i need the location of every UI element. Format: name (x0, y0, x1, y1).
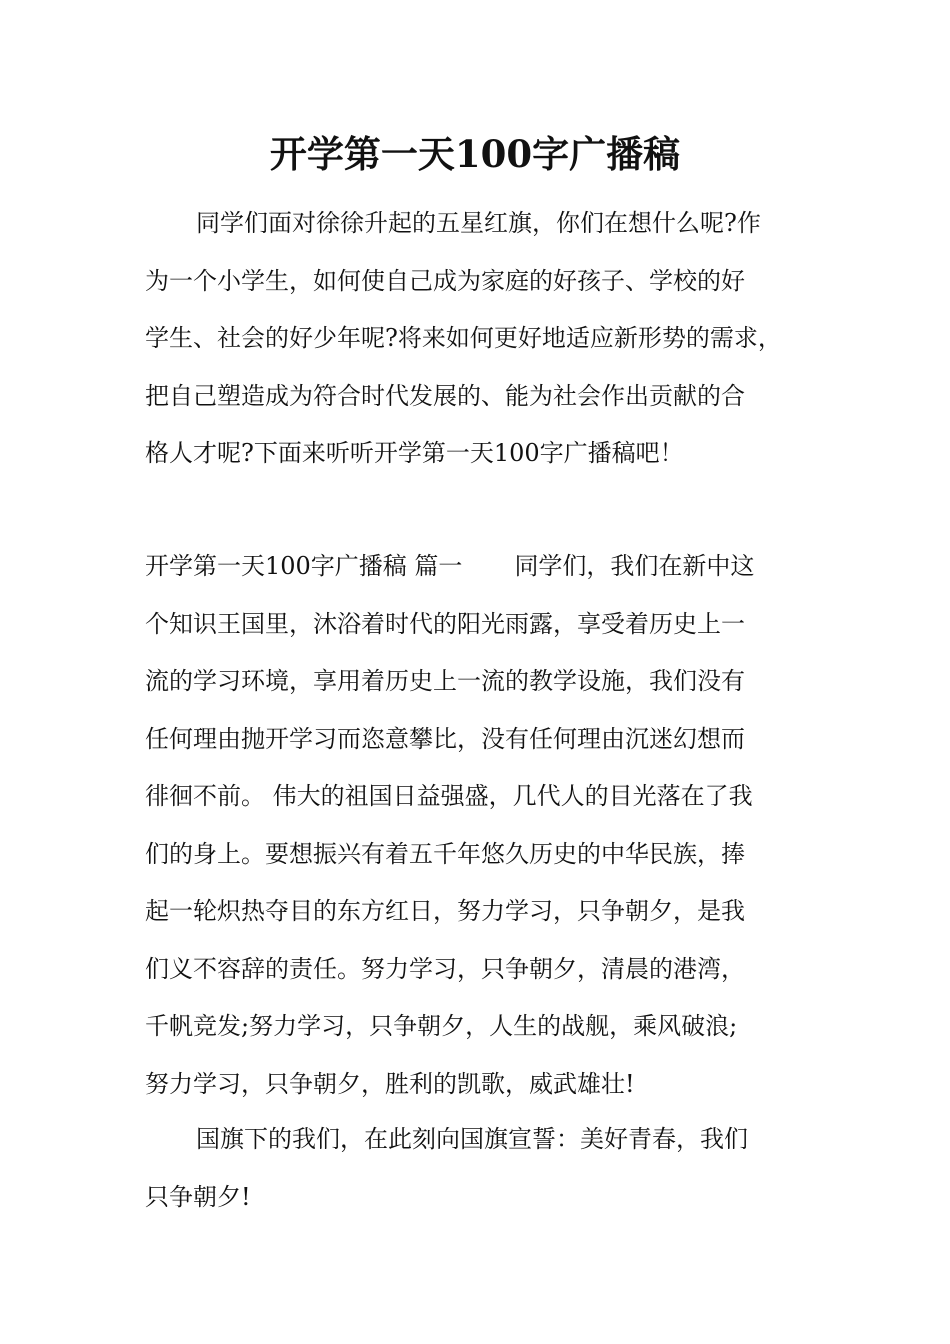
paragraph-line: 流的学习环境，享用着历史上一流的教学设施，我们没有 (145, 667, 745, 695)
paragraph-line: 只争朝夕! (145, 1182, 251, 1211)
paragraph-line: 们义不容辞的责任。努力学习，只争朝夕，清晨的港湾， (145, 954, 745, 983)
pledge-paragraph (145, 1111, 815, 1226)
paragraph-line: 徘徊不前。 伟大的祖国日益强盛，几代人的目光落在了我 (145, 782, 753, 810)
page-title: 开学第一天100字广播稿 (269, 132, 681, 176)
paragraph-line: 国旗下的我们，在此刻向国旗宣誓：美好青春，我们 (196, 1125, 748, 1153)
article-opening-text: 同学们，我们在新中这 (514, 552, 755, 580)
paragraph-line: 同学们面对徐徐升起的五星红旗，你们在想什么呢?作 (196, 209, 761, 237)
paragraph-line: 学生、社会的好少年呢?将来如何更好地适应新形势的需求， (145, 324, 782, 352)
article-heading: 开学第一天100字广播稿 篇一 (145, 552, 463, 580)
paragraph-line: 个知识王国里，沐浴着时代的阳光雨露，享受着历史上一 (145, 609, 745, 638)
paragraph-line: 为一个小学生，如何使自己成为家庭的好孩子、学校的好 (145, 266, 745, 295)
paragraph-line: 格人才呢?下面来听听开学第一天100字广播稿吧！ (145, 439, 684, 467)
paragraph-line: 任何理由抛开学习而恣意攀比，没有任何理由沉迷幻想而 (145, 724, 745, 753)
intro-paragraph (145, 195, 815, 483)
article-paragraph (145, 538, 815, 1113)
article-first-line (145, 538, 815, 596)
paragraph-line: 努力学习，只争朝夕，胜利的凯歌，威武雄壮! (145, 1069, 635, 1098)
paragraph-line: 千帆竞发;努力学习，只争朝夕，人生的战舰，乘风破浪; (145, 1012, 738, 1040)
paragraph-line: 起一轮炽热夺目的东方红日，努力学习，只争朝夕，是我 (145, 897, 745, 925)
paragraph-line: 们的身上。要想振兴有着五千年悠久历史的中华民族，捧 (145, 839, 745, 868)
paragraph-line: 把自己塑造成为符合时代发展的、能为社会作出贡献的合 (145, 381, 745, 410)
